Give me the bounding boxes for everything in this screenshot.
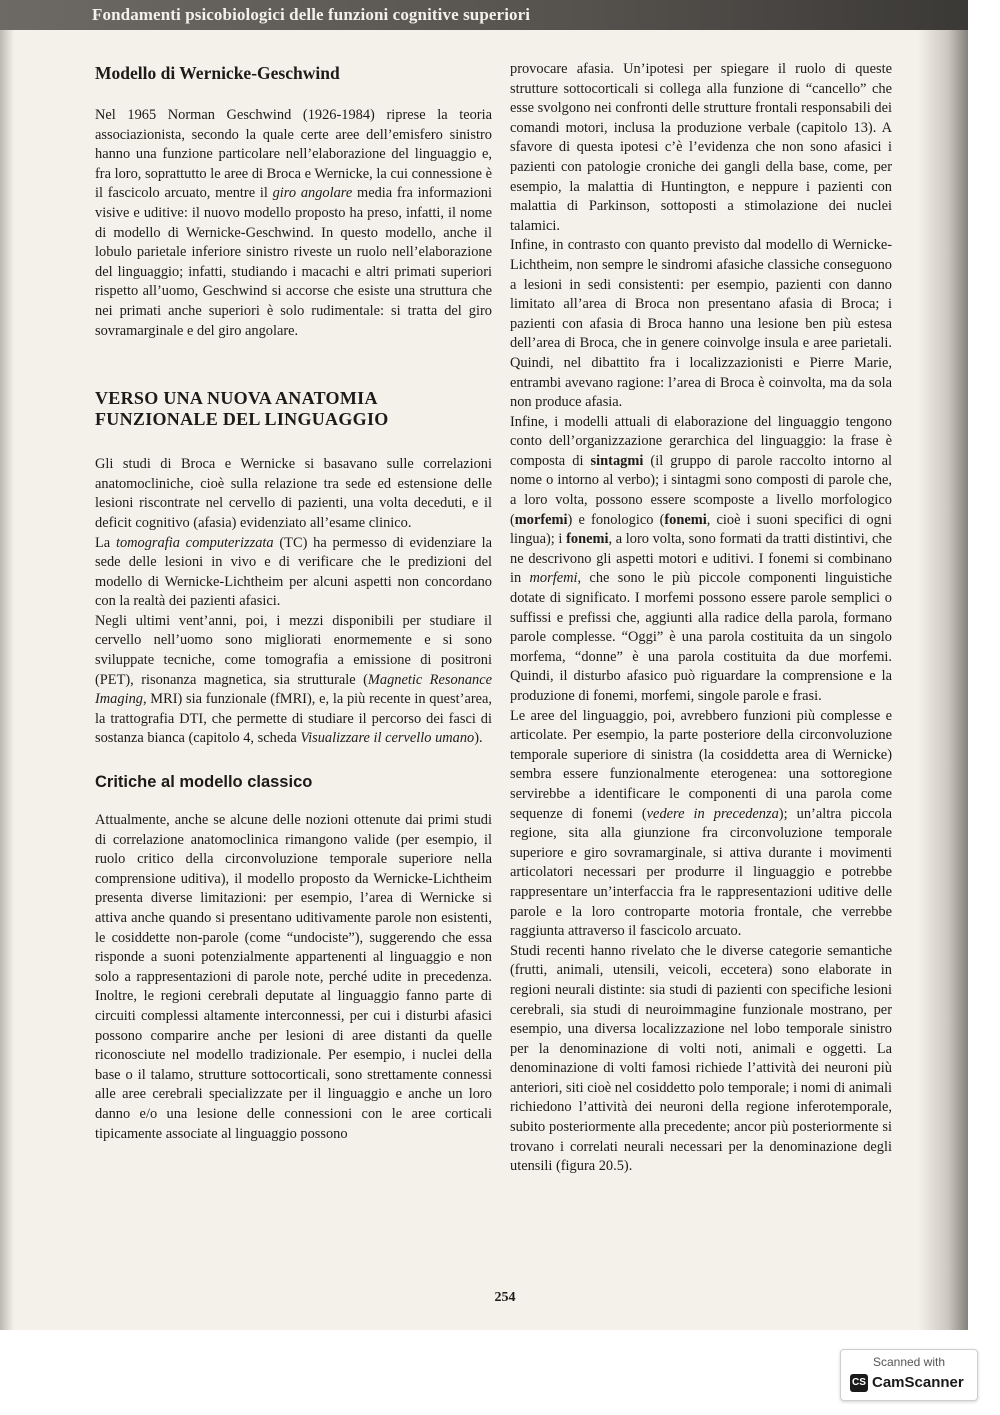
page-left-shadow [0, 0, 14, 1330]
section2-body [95, 455, 492, 749]
text-run: Negli ultimi vent’anni, poi, i mezzi disponibili per studiare il cervello nell’uomo sono migliorati enormemente e si sono sviluppate tecniche, come tomografia a emissione di positroni (PET), risonanza magnetica, sia strutturale ( [95, 612, 492, 688]
text-run: ) e fonologico ( [567, 511, 665, 528]
paragraph [510, 236, 892, 412]
paragraph [95, 106, 492, 341]
italic-term: Visualizzare il cervello umano [300, 730, 475, 747]
italic-term: Magnetic Resonance Imaging [95, 671, 492, 708]
text-run: , che sono le più piccole componenti linguistiche dotate di significato. I morfemi possono essere parole semplici o suffissi e prefissi che, aggiunti alla radice della parola, formano parole complesse. “Oggi” è una parola costituita da un singolo morfema, “donne” è una parola costituita da due morfemi. Quindi, il disturbo afasico può riguardare la comprensione e la produzione di fonemi, morfemi, singole parole e frasi. [510, 570, 892, 704]
left-column [95, 62, 492, 1144]
section1-body [95, 106, 492, 341]
text-run: ). [474, 730, 483, 747]
text-run: Infine, i modelli attuali di elaborazione del linguaggio tengono conto dell’organizzazione gerarchica del linguaggio: la frase è composta di [510, 413, 892, 469]
text-run: , cioè i suoni specifici di ogni lingua); i [510, 511, 892, 548]
watermark-brand: CamScanner [872, 1374, 964, 1391]
paragraph [95, 612, 492, 749]
text-run: Attualmente, anche se alcune delle nozioni ottenute dai primi studi di correlazione anatomoclinica rimangono valide (per esempio, il ruolo critico della circonvoluzione temporale superiore nella comprensione uditiva), il modello proposto da Wernicke-Lichtheim presenta diverse limitazioni: per esempio, l’area di Wernicke si attiva anche quando si presentano uditivamente parole non esistenti, le cosiddette non-parole (come “undociste”), suggerendo che essa risponde a suoni potenzialmente appartenenti al linguaggio e non solo a rappresentazioni di parole note, perché udite in precedenza. Inoltre, le regioni cerebrali deputate al linguaggio fanno parte di circuiti complessi altamente interconnessi, per cui i disturbi afasici possono comparire anche per lesioni di aree distanti da quelle riconosciute nel modello tradizionale. Per esempio, i nuclei della base o il talamo, strutture sottocorticali, sono strettamente connessi alle aree cerebrali specializzate per il linguaggio e anche un loro danno e/o una lesione delle connessioni con le aree corticali tipicamente associate al linguaggio possono [95, 812, 492, 1142]
paragraph [510, 413, 892, 707]
running-header-title: Fondamenti psicobiologici delle funzioni cognitive superiori [92, 5, 531, 24]
watermark-caption: Scanned with [872, 1355, 946, 1369]
italic-term: tomografia computerizzata [115, 534, 274, 551]
right-column [510, 60, 892, 1177]
text-run: Nel 1965 Norman Geschwind (1926-1984) riprese la teoria associazionista, secondo la quale certe aree dell’emisfero sinistro hanno una funzione particolare nell’elaborazione del linguaggio e, fra loro, soprattutto le aree di Broca e Wernicke, la cui connessione è il fascicolo arcuato, mentre il [95, 107, 492, 202]
text-run: , MRI) sia funzionale (fMRI), e, la più recente in quest’area, la trattografia DTI, che permette di studiare il percorso dei fasci di sostanza bianca (capitolo 4, scheda [95, 691, 492, 747]
paragraph [95, 455, 492, 533]
text-run: Studi recenti hanno rivelato che le diverse categorie semantiche (frutti, animali, utensili, veicoli, eccetera) sono elaborate in regioni neurali distinte: sia studi di pazienti con specifiche lesioni cerebrali, sia studi di neuroimmagine funzionale mostrano, per esempio, una diversa localizzazione nel lobo temporale sinistro per la denominazione di volti noti, animali e oggetti. La denominazione di volti famosi richiede l’attività dei neuroni più anteriori, siti cioè nel cosiddetto polo temporale; i nomi di animali richiedono l’attività dei neuroni della regione inferotemporale, subito posteriormente alla precedente; ancor più posteriormente si trovano i correlati neurali necessari per la denominazione degli utensili (figura 20.5). [510, 942, 892, 1175]
section-heading-nuova-anatomia [95, 388, 492, 430]
paragraph [95, 811, 492, 1144]
bold-term: fonemi [664, 511, 707, 528]
right-column-body [510, 60, 892, 1177]
camscanner-logo-icon: CS [850, 1374, 868, 1392]
section-heading-wernicke-geschwind: Modello di Wernicke-Geschwind [95, 63, 340, 83]
text-run: , a loro volta, sono formati da tratti distintivi, che ne descrivono gli aspetti motori e uditivi. I fonemi si combinano in [510, 531, 892, 587]
italic-term: giro angolare [272, 185, 353, 202]
text-run: (TC) ha permesso di evidenziare la sede delle lesioni in vivo e di verificare che le predizioni del modello di Wernicke-Lichtheim per alcuni aspetti non concordano con la realtà dei pazienti afasici. [95, 534, 492, 610]
text-run: Infine, in contrasto con quanto previsto dal modello di Wernicke-Lichtheim, non sempre le sindromi afasiche classiche conseguono a lesioni in sedi consistenti: per esempio, pazienti con danno limitato all’area di Broca non presentano afasia di Broca; i pazienti con afasia di Broca hanno una lesione ben più estesa dell’area di Broca, che in genere coinvolge insula e aree parietali. Quindi, nel dibattito fra i localizzazionisti e Pierre Marie, entrambi avevano ragione: l’area di Broca è coinvolta, ma da sola non produce afasia. [510, 237, 892, 411]
camscanner-watermark [840, 1349, 978, 1401]
bold-term: sintagmi [590, 452, 644, 469]
section3-body [95, 811, 492, 1144]
paragraph [95, 534, 492, 612]
text-run: Le aree del linguaggio, poi, avrebbero funzioni più complesse e articolate. Per esempio, la parte posteriore della circonvoluzione temporale superiore di sinistra (la cosiddetta area di Wernicke) sembra essere funzionalmente eterogenea: una sottoregione servirebbe a identificare le componenti di una parola come sequenze di fonemi ( [510, 707, 892, 822]
running-header [0, 0, 968, 30]
page-binding-shadow [918, 0, 968, 1330]
text-run: provocare afasia. Un’ipotesi per spiegare il ruolo di queste strutture sottocorticali si collega alla funzione di “cancello” che esse svolgono nei confronti delle strutture frontali responsabili dei comandi motori, inclusa la produzione verbale (capitolo 13). A sfavore di questa ipotesi c’è l’evidenza che non sono afasici i pazienti con patologie croniche dei gangli della base, come, per esempio, la malattia di Huntington, e neppure i pazienti con malattia di Parkinson, sottoposti a stimolazione dei nuclei talamici. [510, 61, 892, 234]
italic-term: vedere in precedenza [646, 805, 779, 822]
paragraph [510, 942, 892, 1177]
text-run: ); un’altra piccola regione, sita alla giunzione fra circonvoluzione temporale superiore e giro sovramarginale, si attiva durante i movimenti articolatori necessari per produrre il linguaggio e potrebbe rappresentare un’interfaccia fra le rappresentazioni uditive delle parole e la loro controparte motoria frontale, che verrebbe raggiunta attraverso il fascicolo arcuato. [510, 805, 893, 940]
italic-term: morfemi [529, 570, 578, 587]
heading-line-1: VERSO UNA NUOVA ANATOMIA [95, 388, 378, 409]
text-run: (il gruppo di parole raccolto intorno al nome o intorno al verbo); i sintagmi sono composti di parole che, a loro volta, possono essere scomposte a livello morfologico ( [510, 452, 893, 528]
bold-term: morfemi [514, 511, 568, 528]
bold-term: fonemi [566, 531, 609, 548]
heading-line-2: FUNZIONALE DEL LINGUAGGIO [95, 409, 389, 430]
text-run: Gli studi di Broca e Wernicke si basavano sulle correlazioni anatomocliniche, cioè sulla relazione tra sede ed estensione delle lesioni riscontrate nel cervello di pazienti, una volta deceduti, e il deficit cognitivo (afasia) evidenziato all’esame clinico. [95, 456, 492, 531]
paragraph [510, 707, 892, 942]
page-number: 254 [494, 1290, 516, 1305]
text-run: media fra informazioni visive e uditive: il nuovo modello proposto ha preso, infatti, il nome di modello di Wernicke-Geschwind. In questo modello, anche il lobulo parietale inferiore sinistro riveste un ruolo nell’elaborazione del linguaggio; infatti, studiando i macachi e altri primati superiori rispetto all’uomo, Geschwind si accorse che esiste una struttura che nei primati anche superiori è solo rudimentale: si tratta del giro sovramarginale e del giro angolare. [95, 185, 492, 339]
text-run: La [95, 534, 116, 551]
paragraph [510, 60, 892, 236]
section-heading-critiche: Critiche al modello classico [95, 773, 313, 792]
